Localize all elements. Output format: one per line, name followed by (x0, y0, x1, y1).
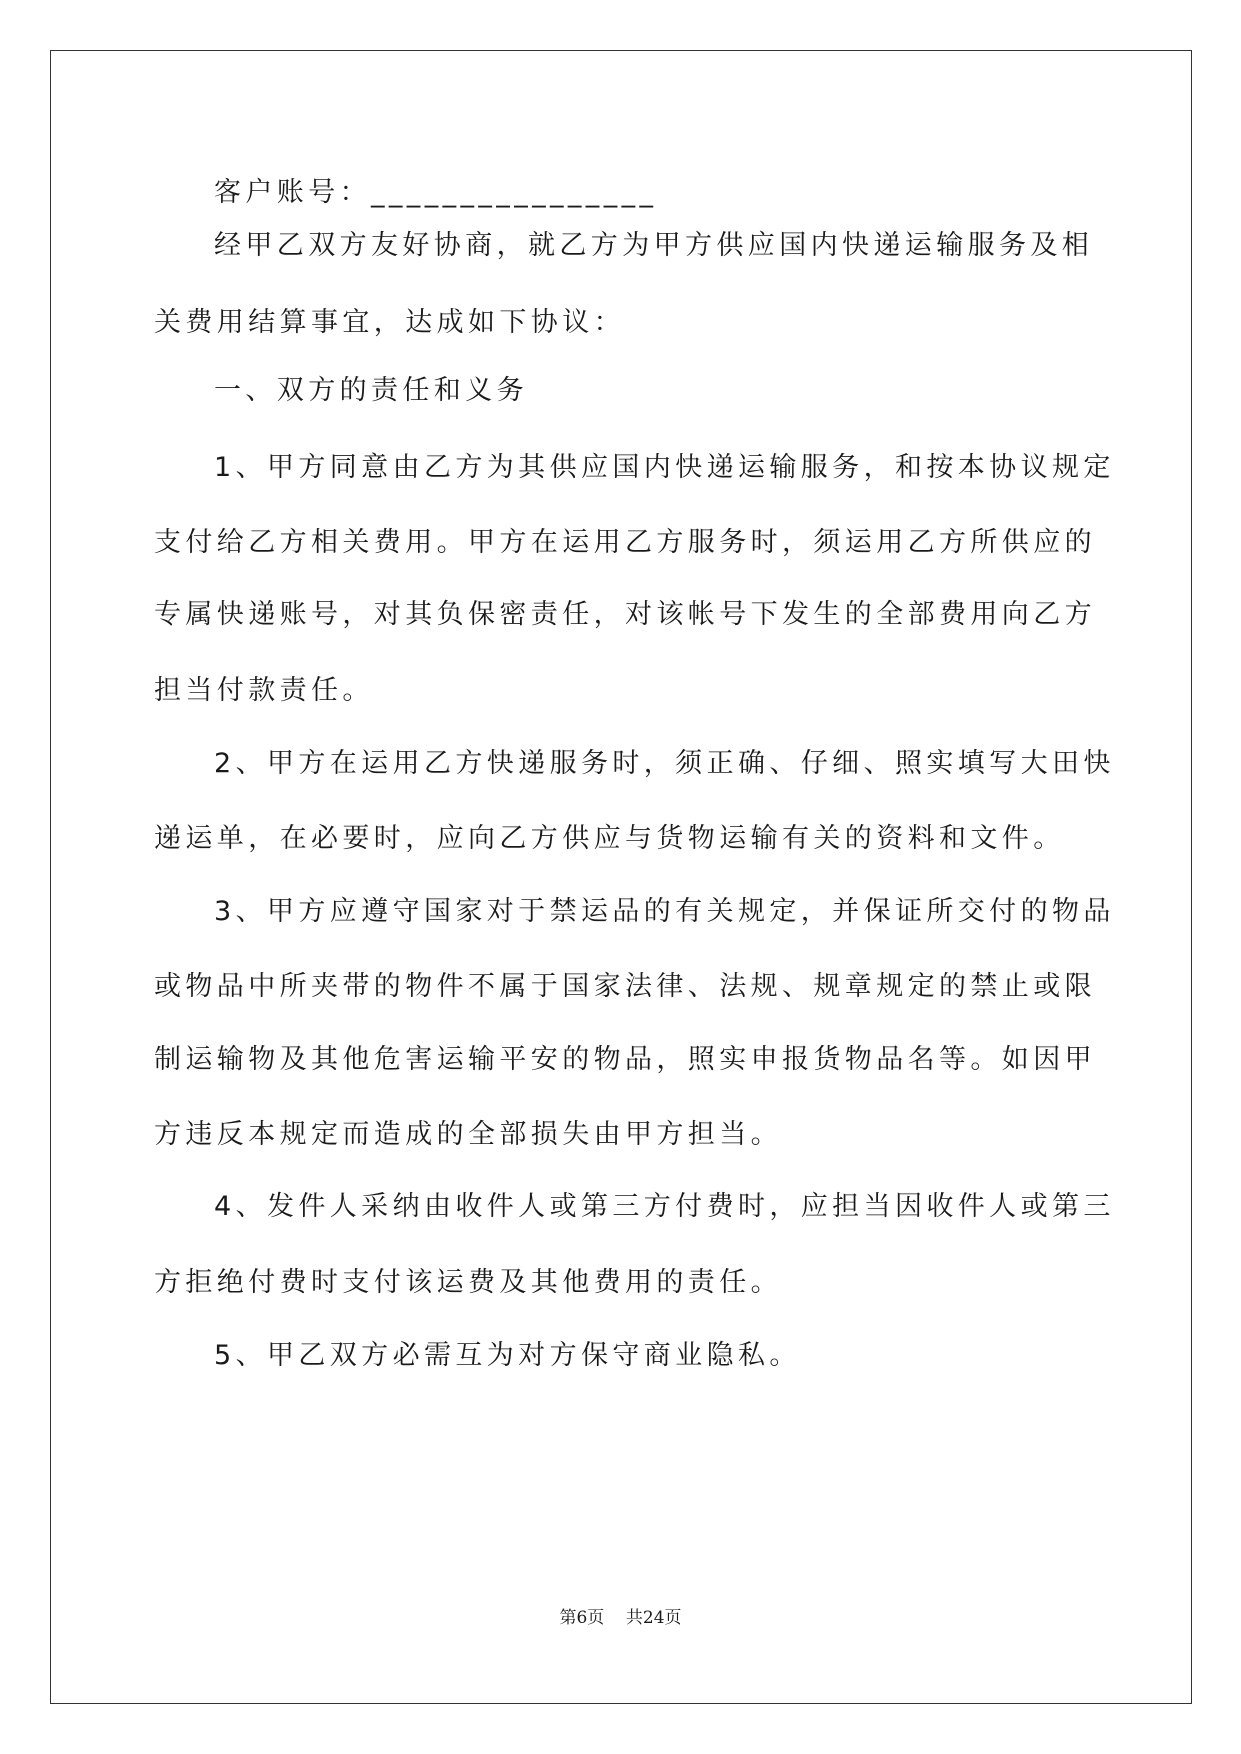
section-heading: 一、双方的责任和义务 (214, 375, 528, 406)
clause-3-line-3: 制运输物及其他危害运输平安的物品，照实申报货物品名等。如因甲 (154, 1044, 1096, 1075)
clause-1-line-4: 担当付款责任。 (154, 675, 374, 706)
clause-1-line-3: 专属快递账号，对其负保密责任，对该帐号下发生的全部费用向乙方 (154, 599, 1096, 630)
clause-5-line-1: 5、甲乙双方必需互为对方保守商业隐私。 (214, 1340, 801, 1371)
clause-1-line-1: 1、甲方同意由乙方为其供应国内快递运输服务，和按本协议规定 (214, 452, 1115, 483)
clause-3-line-2: 或物品中所夹带的物件不属于国家法律、法规、规章规定的禁止或限 (154, 971, 1096, 1002)
clause-4-line-2: 方拒绝付费时支付该运费及其他费用的责任。 (154, 1267, 782, 1298)
intro-line-1: 经甲乙双方友好协商，就乙方为甲方供应国内快递运输服务及相 (214, 230, 1094, 261)
page-prefix: 第 (559, 1608, 577, 1628)
clause-3-line-1: 3、甲方应遵守国家对于禁运品的有关规定，并保证所交付的物品 (214, 896, 1115, 927)
page-suffix: 页 (664, 1608, 682, 1628)
page-number-footer (0, 1603, 1241, 1628)
page-border (50, 50, 1192, 1704)
account-number-line: 客户账号：________________ (214, 177, 658, 208)
clause-2-line-2: 递运单，在必要时，应向乙方供应与货物运输有关的资料和文件。 (154, 823, 1065, 854)
intro-line-2: 关费用结算事宜，达成如下协议： (154, 307, 625, 338)
clause-3-line-4: 方违反本规定而造成的全部损失由甲方担当。 (154, 1119, 782, 1150)
clause-4-line-1: 4、发件人采纳由收件人或第三方付费时，应担当因收件人或第三 (214, 1191, 1115, 1222)
current-page-number: 6 (576, 1608, 588, 1628)
page-mid: 页 共 (587, 1608, 643, 1628)
clause-2-line-1: 2、甲方在运用乙方快递服务时，须正确、仔细、照实填写大田快 (214, 748, 1115, 779)
total-pages-number: 24 (642, 1608, 665, 1628)
clause-1-line-2: 支付给乙方相关费用。甲方在运用乙方服务时，须运用乙方所供应的 (154, 527, 1096, 558)
